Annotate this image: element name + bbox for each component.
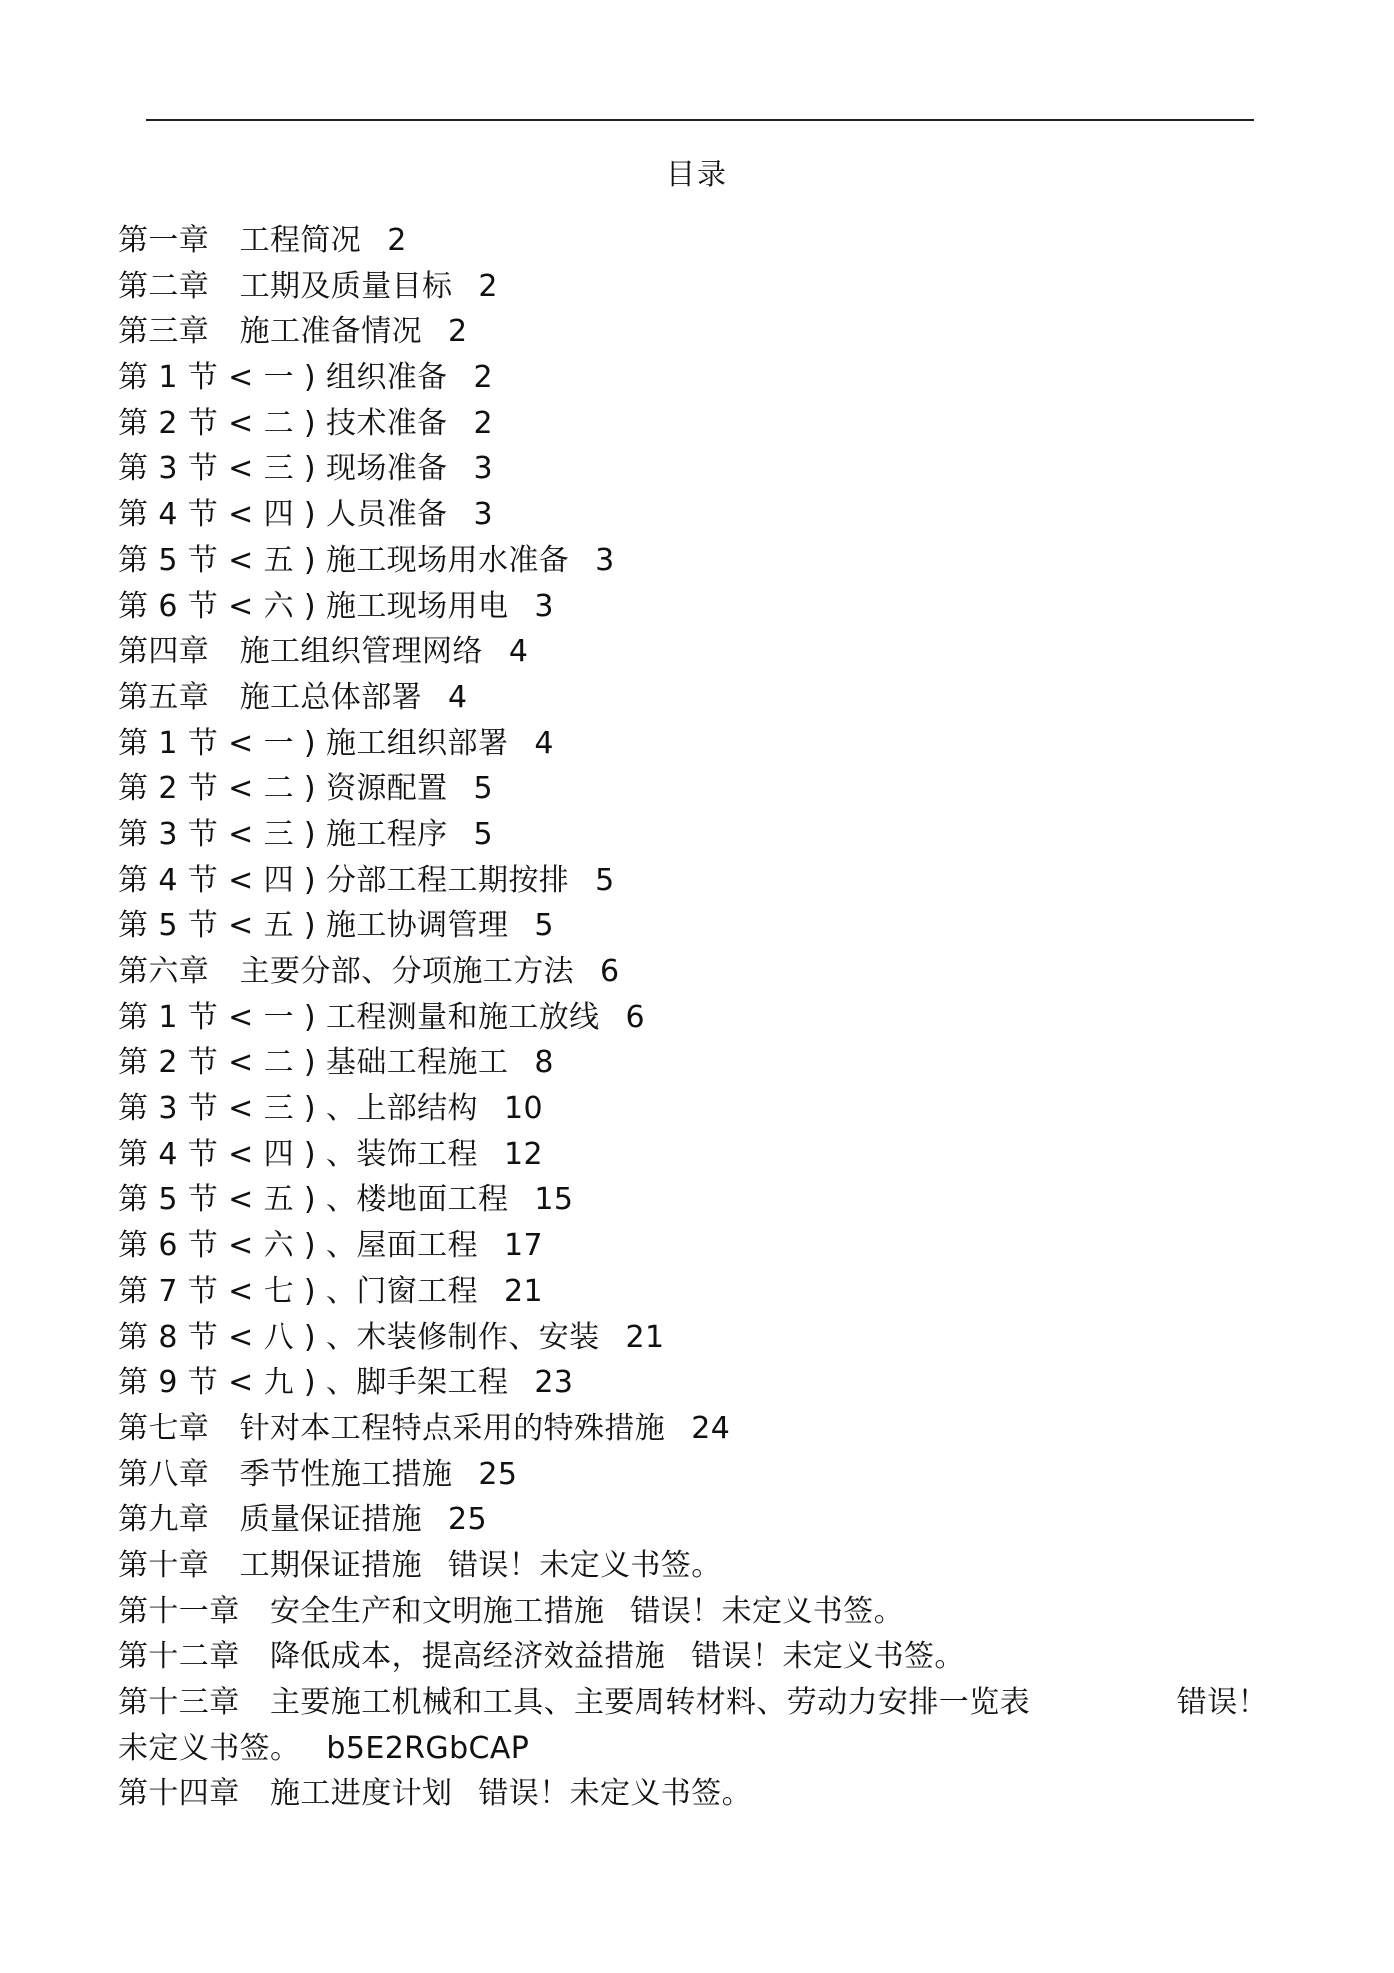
toc-entry-page: 21 [625, 1319, 665, 1355]
toc-entry[interactable] [118, 446, 1268, 492]
toc-entry-label: 第十二章 降低成本，提高经济效益措施 [118, 1639, 666, 1675]
toc-entry[interactable] [118, 1177, 1268, 1223]
toc-entry-page: 6 [600, 954, 620, 989]
toc-entry[interactable] [118, 1406, 1268, 1452]
toc-entry[interactable] [118, 1086, 1268, 1132]
toc-entry-page: 2 [478, 268, 498, 304]
toc-entry-page: 4 [534, 725, 554, 761]
toc-entry-label: 第 4 节 < 四 ) 分部工程工期按排 [118, 862, 570, 898]
toc-entry[interactable] [118, 995, 1268, 1041]
toc-entry[interactable] [118, 858, 1268, 904]
toc-entry-page: 错误！未定义书签。 [630, 1593, 905, 1629]
toc-entry-page: 错误！未定义书签。 [448, 1547, 722, 1583]
toc-entry-label: 第 5 节 < 五 ) 、楼地面工程 [118, 1182, 509, 1218]
toc-entry-code: b5E2RGbCAP [326, 1730, 530, 1766]
toc-entry-label: 第六章 主要分部、分项施工方法 [118, 954, 574, 989]
toc-entry-label: 第 7 节 < 七 ) 、门窗工程 [118, 1273, 478, 1309]
toc-entry-page: 3 [534, 588, 554, 624]
toc-entry-page: 2 [387, 223, 407, 258]
toc-entry-label: 第 6 节 < 六 ) 施工现场用电 [118, 588, 509, 624]
toc-entry[interactable] [118, 264, 1268, 310]
toc-entry-label: 第一章 工程简况 [118, 223, 362, 258]
toc-entry-label: 第 1 节 < 一 ) 组织准备 [118, 360, 448, 396]
toc-entry[interactable] [118, 721, 1268, 767]
toc-entry[interactable] [118, 492, 1268, 538]
toc-entry-label: 第三章 施工准备情况 [118, 314, 422, 350]
toc-entry-label: 第 4 节 < 四 ) 人员准备 [118, 497, 448, 533]
toc-entry-page: 15 [534, 1182, 574, 1218]
toc-entry[interactable] [118, 1040, 1268, 1086]
toc-entry-page: 25 [448, 1502, 487, 1538]
toc-entry-page: 错误！ [1176, 1685, 1268, 1720]
toc-entry[interactable] [118, 1132, 1268, 1178]
table-of-contents [118, 218, 1268, 1817]
toc-entry-page: 12 [503, 1136, 543, 1172]
toc-entry[interactable] [118, 1634, 1268, 1680]
toc-entry[interactable] [118, 812, 1268, 858]
toc-entry-page: 2 [473, 405, 494, 441]
toc-entry-label: 第 2 节 < 二 ) 基础工程施工 [118, 1045, 509, 1081]
toc-entry-long-continued[interactable] [118, 1726, 1268, 1772]
toc-entry-page-continued: 未定义书签。 [118, 1730, 301, 1766]
toc-entry-page: 23 [534, 1365, 574, 1401]
toc-entry-label: 第 9 节 < 九 ) 、脚手架工程 [118, 1365, 509, 1401]
toc-entry-page: 5 [473, 771, 494, 807]
toc-entry-page: 21 [503, 1273, 543, 1309]
toc-entry-label: 第 4 节 < 四 ) 、装饰工程 [118, 1136, 478, 1172]
toc-entry-label: 第二章 工期及质量目标 [118, 268, 453, 304]
toc-entry[interactable] [118, 903, 1268, 949]
toc-entry-label: 第 1 节 < 一 ) 工程测量和施工放线 [118, 999, 600, 1035]
toc-entry[interactable] [118, 1452, 1268, 1498]
toc-entry[interactable] [118, 1223, 1268, 1269]
toc-entry-label: 第八章 季节性施工措施 [118, 1456, 453, 1492]
toc-entry-label: 第十一章 安全生产和文明施工措施 [118, 1593, 605, 1629]
toc-entry-page: 3 [473, 451, 494, 487]
page-title: 目录 [665, 157, 728, 191]
toc-entry[interactable] [118, 1315, 1268, 1361]
toc-entry-page: 2 [448, 314, 468, 350]
toc-entry[interactable] [118, 584, 1268, 630]
toc-entry-page: 5 [473, 816, 494, 852]
toc-entry-label: 第七章 针对本工程特点采用的特殊措施 [118, 1410, 666, 1446]
toc-entry-page: 17 [503, 1228, 543, 1264]
toc-entry-page: 10 [503, 1091, 543, 1127]
toc-entry-label: 第十三章 主要施工机械和工具、主要周转材料、劳动力安排一览表 [118, 1685, 1030, 1720]
toc-entry-long[interactable] [118, 1680, 1268, 1726]
toc-entry-label: 第十章 工期保证措施 [118, 1547, 422, 1583]
toc-entry-label: 第 3 节 < 三 ) 、上部结构 [118, 1091, 478, 1127]
toc-entry-label: 第 8 节 < 八 ) 、木装修制作、安装 [118, 1319, 600, 1355]
toc-entry-page: 6 [625, 999, 646, 1035]
toc-entry-page: 错误！未定义书签。 [691, 1639, 965, 1675]
toc-entry[interactable] [118, 1497, 1268, 1543]
toc-entry[interactable] [118, 675, 1268, 721]
toc-entry[interactable] [118, 355, 1268, 401]
toc-entry-page: 5 [534, 908, 554, 944]
toc-entry-page: 4 [508, 634, 529, 670]
toc-entry-label: 第 5 节 < 五 ) 施工现场用水准备 [118, 542, 570, 578]
toc-entry-page: 3 [595, 542, 615, 578]
toc-entry[interactable] [118, 401, 1268, 447]
toc-entry-label: 第 2 节 < 二 ) 资源配置 [118, 771, 448, 807]
toc-entry-page: 25 [478, 1456, 518, 1492]
toc-entry-page: 24 [691, 1410, 731, 1446]
toc-entry-page: 错误！未定义书签。 [478, 1776, 753, 1812]
toc-entry[interactable] [118, 949, 1268, 995]
toc-entry[interactable] [118, 1360, 1268, 1406]
toc-entry[interactable] [118, 538, 1268, 584]
header-rule [146, 119, 1254, 121]
toc-entry[interactable] [118, 629, 1268, 675]
toc-entry[interactable] [118, 309, 1268, 355]
toc-entry[interactable] [118, 218, 1268, 264]
toc-entry-label: 第四章 施工组织管理网络 [118, 634, 483, 670]
toc-entry-page: 5 [595, 862, 615, 898]
toc-entry[interactable] [118, 1543, 1268, 1589]
toc-entry-label: 第 3 节 < 三 ) 现场准备 [118, 451, 448, 487]
toc-entry-label: 第 5 节 < 五 ) 施工协调管理 [118, 908, 509, 944]
toc-entry-label: 第 1 节 < 一 ) 施工组织部署 [118, 725, 509, 761]
toc-entry-page: 2 [473, 360, 494, 396]
toc-entry[interactable] [118, 1589, 1268, 1635]
toc-entry[interactable] [118, 1771, 1268, 1817]
toc-entry[interactable] [118, 766, 1268, 812]
toc-entry-page: 4 [448, 679, 468, 715]
toc-entry-label: 第 2 节 < 二 ) 技术准备 [118, 405, 448, 441]
toc-entry-page: 3 [473, 497, 494, 533]
toc-entry-label: 第九章 质量保证措施 [118, 1502, 422, 1538]
toc-entry-label: 第 3 节 < 三 ) 施工程序 [118, 816, 448, 852]
toc-entry-label: 第五章 施工总体部署 [118, 679, 422, 715]
toc-entry-label: 第十四章 施工进度计划 [118, 1776, 453, 1812]
toc-entry-page: 8 [534, 1045, 554, 1081]
toc-entry-label: 第 6 节 < 六 ) 、屋面工程 [118, 1228, 478, 1264]
toc-entry[interactable] [118, 1269, 1268, 1315]
